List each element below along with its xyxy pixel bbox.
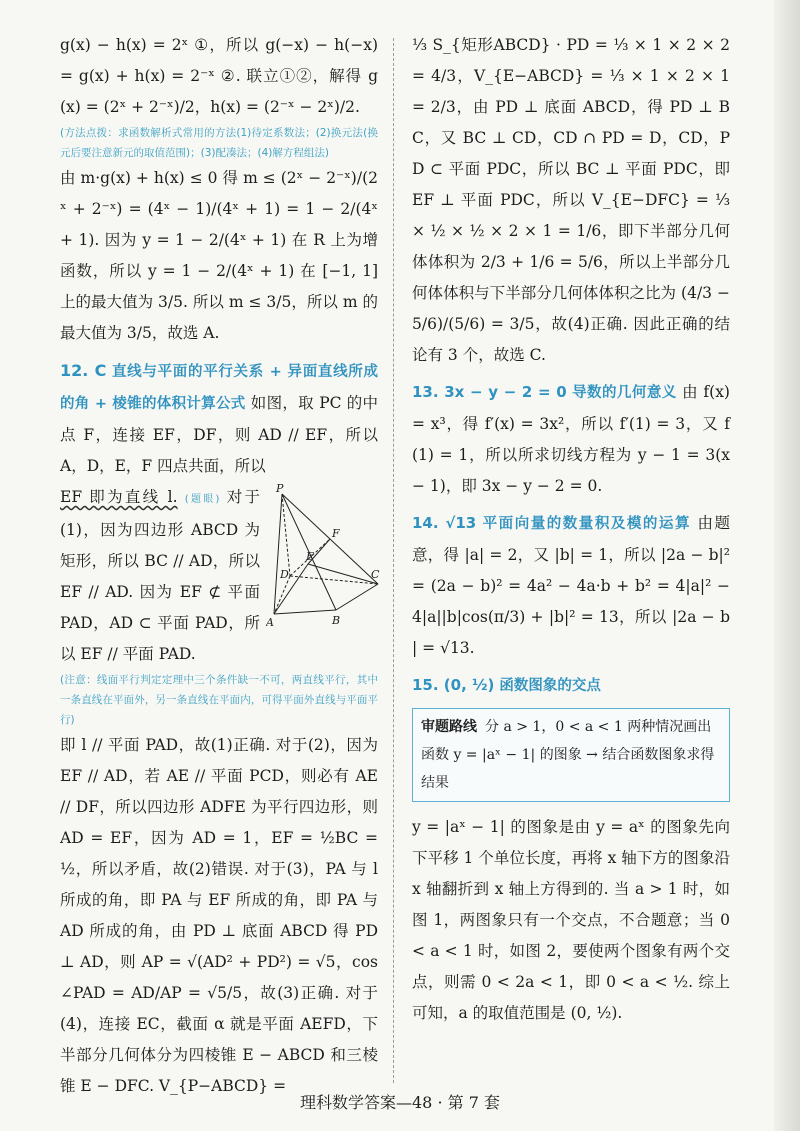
q15-topic-tag: 函数图象的交点: [499, 678, 601, 694]
q12-part2: 即 l // 平面 PAD，故(1)正确. 对于(2)，因为 EF // AD，若 AE // 平面 PCD，则必有 AE // DF，所以四边形 ADFE 为平行四边形，则 AD = EF，因为 AD = 1，EF = ½BC = ½，所以矛盾，故(2)错误. 对于(3)，PA 与 l 所成的角，即 PA 与 EF 所成的角，即 PA 与 AD 所成的角，由 PD ⊥ 底面 ABCD 得 PD ⊥ AD，则 AP = √(AD² + PD²) = √5，cos∠PAD = AD/AP = √5/5，故(3)正确. 对于(4)，连接 EC，截面 α 就是平面 AEFD，下半部分几何体分为四棱锥 E − ABCD 和三棱锥 E − DFC. V_{P−ABCD} =: [60, 736, 378, 1095]
label-C: C: [371, 568, 380, 581]
edge-PA: [274, 494, 282, 614]
label-A: A: [266, 616, 274, 629]
route-title: 审题路线: [421, 719, 477, 735]
q12-number: 12. C: [60, 361, 107, 380]
q12-continuation: ⅓ S_{矩形ABCD} · PD = ⅓ × 1 × 2 × 2 = 4/3，V_{E−ABCD} = ⅓ × 1 × 2 × 1 = 2/3，由 PD ⊥ 底面 ABCD，得 PD ⊥ BC，又 BC ⊥ CD，CD ∩ PD = D，CD，PD ⊂ 平面 PDC，所以 BC ⊥ 平面 PDC，即 EF ⊥ 平面 PDC，所以 V_{E−DFC} = ⅓ × ½ × ½ × 2 × 1 = 1/6，即下半部分几何体体积为 2/3 + 1/6 = 5/6，所以上半部分几何体体积与下半部分几何体体积之比为 (4/3 − 5/6)/(5/6) = 3/5，故(4)正确. 因此正确的结论有 3 个，故选 C.: [412, 36, 730, 364]
label-D: D: [280, 568, 289, 581]
q13-block: [412, 377, 730, 502]
q12-key-phrase: EF 即为直线 l.: [60, 488, 178, 506]
pyramid-figure: [266, 482, 384, 632]
review-route-box: [412, 708, 730, 802]
label-F: F: [332, 527, 340, 540]
q11-solution-part2: 由 m·g(x) + h(x) ≤ 0 得 m ≤ (2ˣ − 2⁻ˣ)/(2ˣ + 2⁻ˣ) = (4ˣ − 1)/(4ˣ + 1) = 1 − 2/(4ˣ + 1). 因为 y = 1 − 2/(4ˣ + 1) 在 R 上为增函数，所以 y = 1 − 2/(4ˣ + 1) 在 [−1, 1] 上的最大值为 3/5. 所以 m ≤ 3/5，所以 m 的最大值为 3/5，故选 A.: [60, 169, 378, 342]
page-footer: 理科数学答案—48 · 第 7 套: [300, 1093, 500, 1112]
q14-answer: 14. √13: [412, 514, 477, 532]
q15-heading: [412, 670, 730, 702]
edge-BC: [336, 584, 378, 610]
q12-part1: 对于(1)，因为四边形 ABCD 为矩形，所以 BC // AD，所以 EF // AD. 因为 EF ⊄ 平面 PAD，AD ⊂ 平面 PAD，所以 EF // 平面 PAD.: [60, 488, 260, 663]
right-column: [412, 30, 730, 1029]
route-text: 分 a > 1，0 < a < 1 两种情况画出函数 y = |aˣ − 1| 的图象 → 结合函数图象求得结果: [421, 719, 715, 791]
method-tip-note: (方法点拨：求函数解析式常用的方法(1)待定系数法；(2)换元法(换元后要注意新元的取值范围)；(3)配凑法；(4)解方程组法): [60, 127, 378, 159]
q13-answer: 13. 3x − y − 2 = 0: [412, 383, 567, 401]
label-B: B: [332, 614, 341, 627]
edge-AB: [274, 610, 336, 614]
column-divider: [393, 38, 394, 1083]
page-edge: [774, 0, 800, 1131]
q12-topic-tag: 直线与平面的平行关系 + 异面直线所成的角 + 棱锥的体积计算公式: [60, 364, 378, 412]
left-column: [60, 30, 378, 1102]
q11-solution-part1: g(x) − h(x) = 2ˣ ①，所以 g(−x) − h(−x) = g(x) + h(x) = 2⁻ˣ ②. 联立①②，解得 g(x) = (2ˣ + 2⁻ˣ)/2，h(x) = (2⁻ˣ − 2ˣ)/2.: [60, 36, 378, 116]
q12-block: [60, 355, 378, 482]
theorem-note: (注意：线面平行判定定理中三个条件缺一不可，两直线平行，其中一条直线在平面外，另一条直线在平面内，可得平面外直线与平面平行): [60, 674, 378, 726]
q14-block: [412, 508, 730, 664]
q15-solution: y = |aˣ − 1| 的图象是由 y = aˣ 的图象先向下平移 1 个单位长度，再将 x 轴下方的图象沿 x 轴翻折到 x 轴上方得到的. 当 a > 1 时，如图 1，两图象只有一个交点，不合题意；当 0 < a < 1 时，如图 2，要使两个图象有两个交点，则需 0 < 2a < 1，即 0 < a < ½. 综上可知，a 的取值范围是 (0, ½).: [412, 818, 730, 1022]
q14-solution: 由题意，得 |a| = 2，又 |b| = 1，所以 |2a − b|² = (2a − b)² = 4a² − 4a·b + b² = 4|a|² − 4|a||b|cos(π/3) + |b|² = 13，所以 |2a − b| = √13.: [412, 514, 730, 657]
q12-key-anchor: (题眼): [184, 494, 220, 505]
label-E: E: [306, 550, 315, 563]
edge-PD: [282, 494, 290, 576]
q13-topic-tag: 导数的几何意义: [572, 385, 677, 401]
q14-topic-tag: 平面向量的数量积及模的运算: [482, 516, 691, 532]
q12-intro: 如图，取 PC 的中点 F，连接 EF，DF，则 AD // EF，所以 A，D，E，F 四点共面，所以: [60, 394, 378, 475]
q15-answer: 15. (0, ½): [412, 676, 495, 694]
q13-solution: 由 f(x) = x³，得 f′(x) = 3x²，所以 f′(1) = 3，又 f(1) = 1，所以所求切线方程为 y − 1 = 3(x − 1)，即 3x − y − 2 = 0.: [412, 383, 730, 495]
label-P: P: [276, 482, 284, 495]
